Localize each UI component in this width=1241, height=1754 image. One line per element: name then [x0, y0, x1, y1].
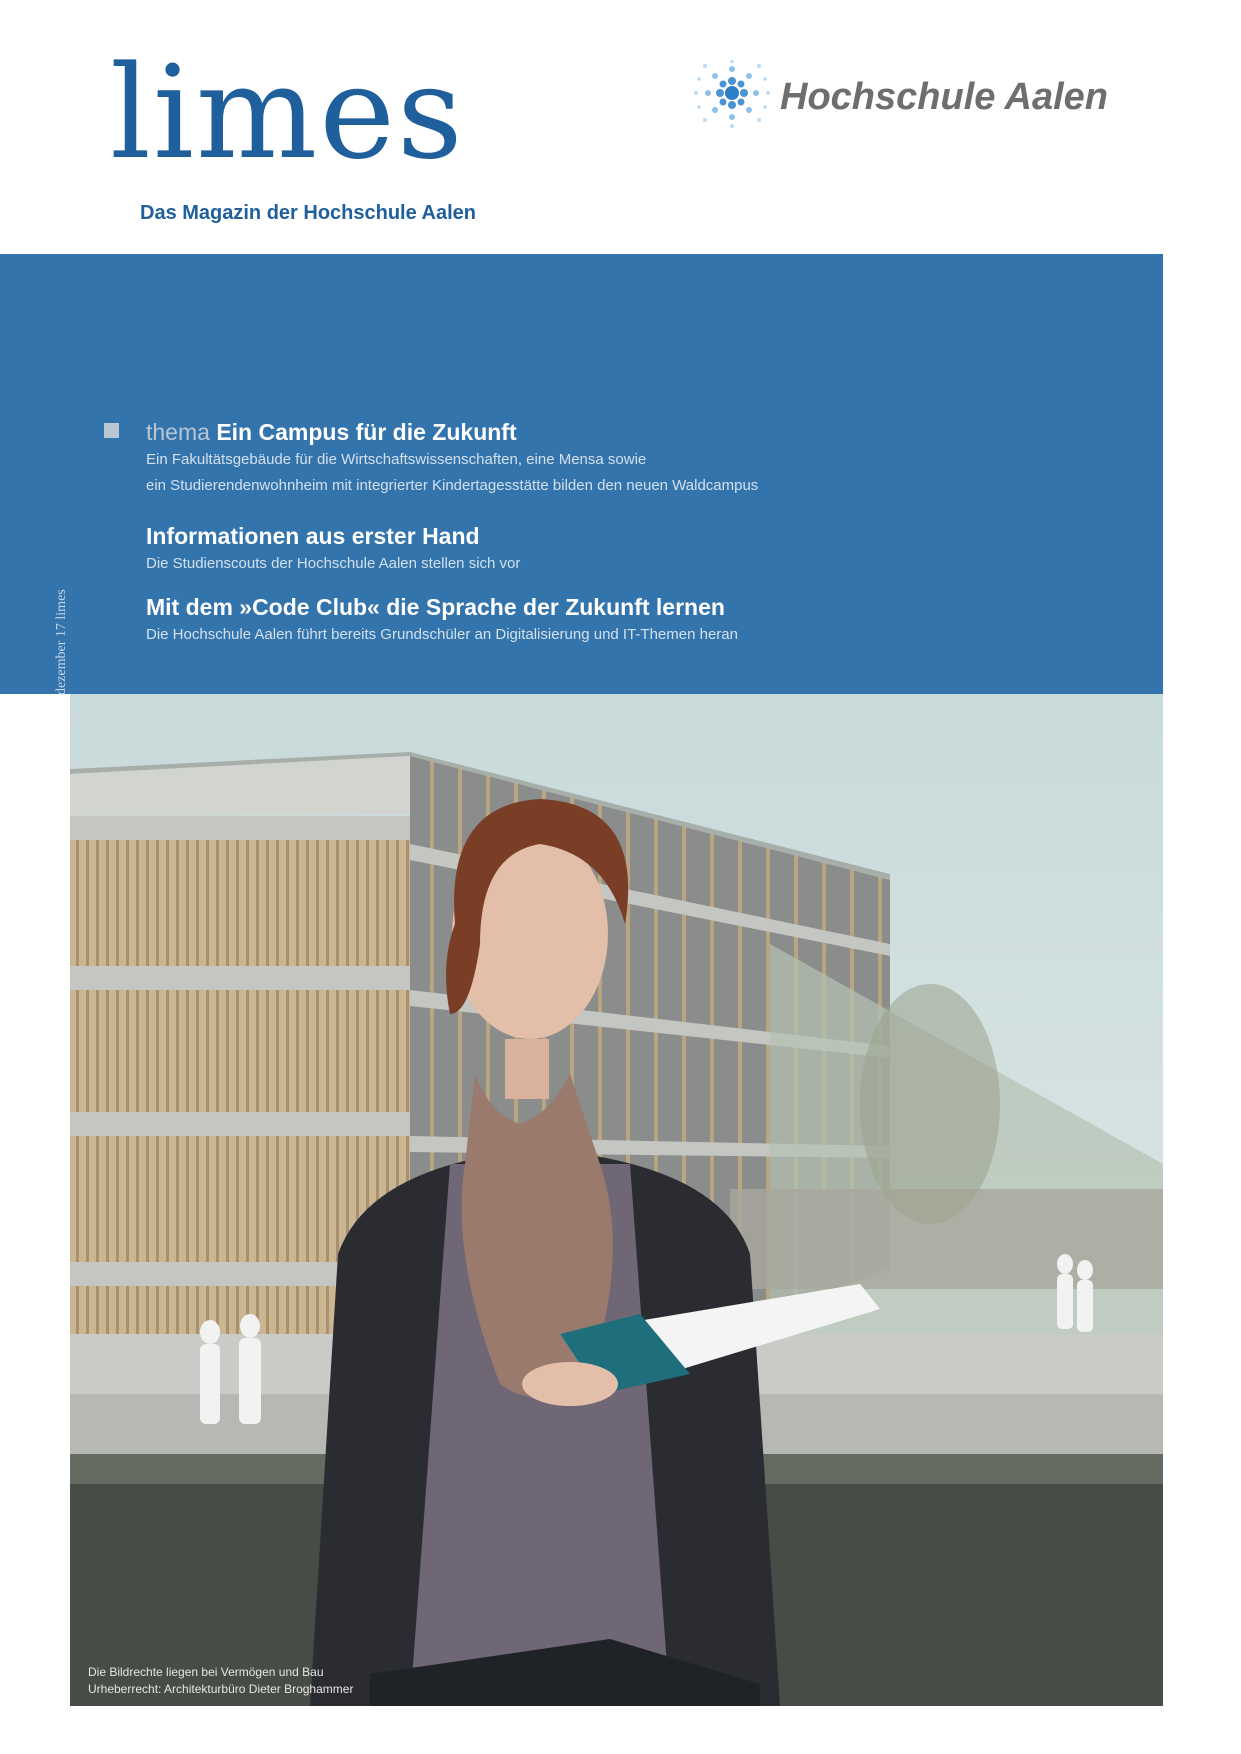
story-title: Mit dem »Code Club« die Sprache der Zukunft lernen [146, 594, 725, 620]
photo-credit-line: Urheberrecht: Architekturbüro Dieter Broghammer [88, 1682, 354, 1696]
story-campus [146, 417, 1141, 499]
photo-credit [88, 1664, 353, 1698]
story-studienscouts [146, 521, 1141, 577]
magazine-tagline: Das Magazin der Hochschule Aalen [140, 202, 477, 224]
story-description: ein Studierendenwohnheim mit integrierter Kindertagesstätte bilden den neuen Waldcampus [146, 477, 759, 494]
story-code-club [146, 592, 1141, 648]
photo-credit-line: Die Bildrechte liegen bei Vermögen und Bau [88, 1665, 324, 1679]
campus-illustration [70, 694, 1163, 1706]
story-title: Ein Campus für die Zukunft [216, 419, 517, 445]
story-title: Informationen aus erster Hand [146, 523, 480, 549]
story-description: Die Studienscouts der Hochschule Aalen stellen sich vor [146, 555, 521, 572]
story-heading [146, 417, 1141, 447]
story-kicker: thema [146, 419, 210, 445]
cover-photo [70, 694, 1163, 1706]
starburst-dots-logo-icon [692, 60, 776, 130]
logo-wordmark: Hochschule Aalen [780, 76, 1109, 118]
issue-label: dezember 17 limes [54, 589, 69, 695]
story-description: Die Hochschule Aalen führt bereits Grundschüler an Digitalisierung und IT-Themen heran [146, 626, 738, 643]
story-description: Ein Fakultätsgebäude für die Wirtschaftswissenschaften, eine Mensa sowie [146, 451, 647, 468]
magazine-title: limes [110, 39, 465, 188]
square-bullet-icon [104, 423, 119, 438]
university-logo [692, 60, 1172, 140]
